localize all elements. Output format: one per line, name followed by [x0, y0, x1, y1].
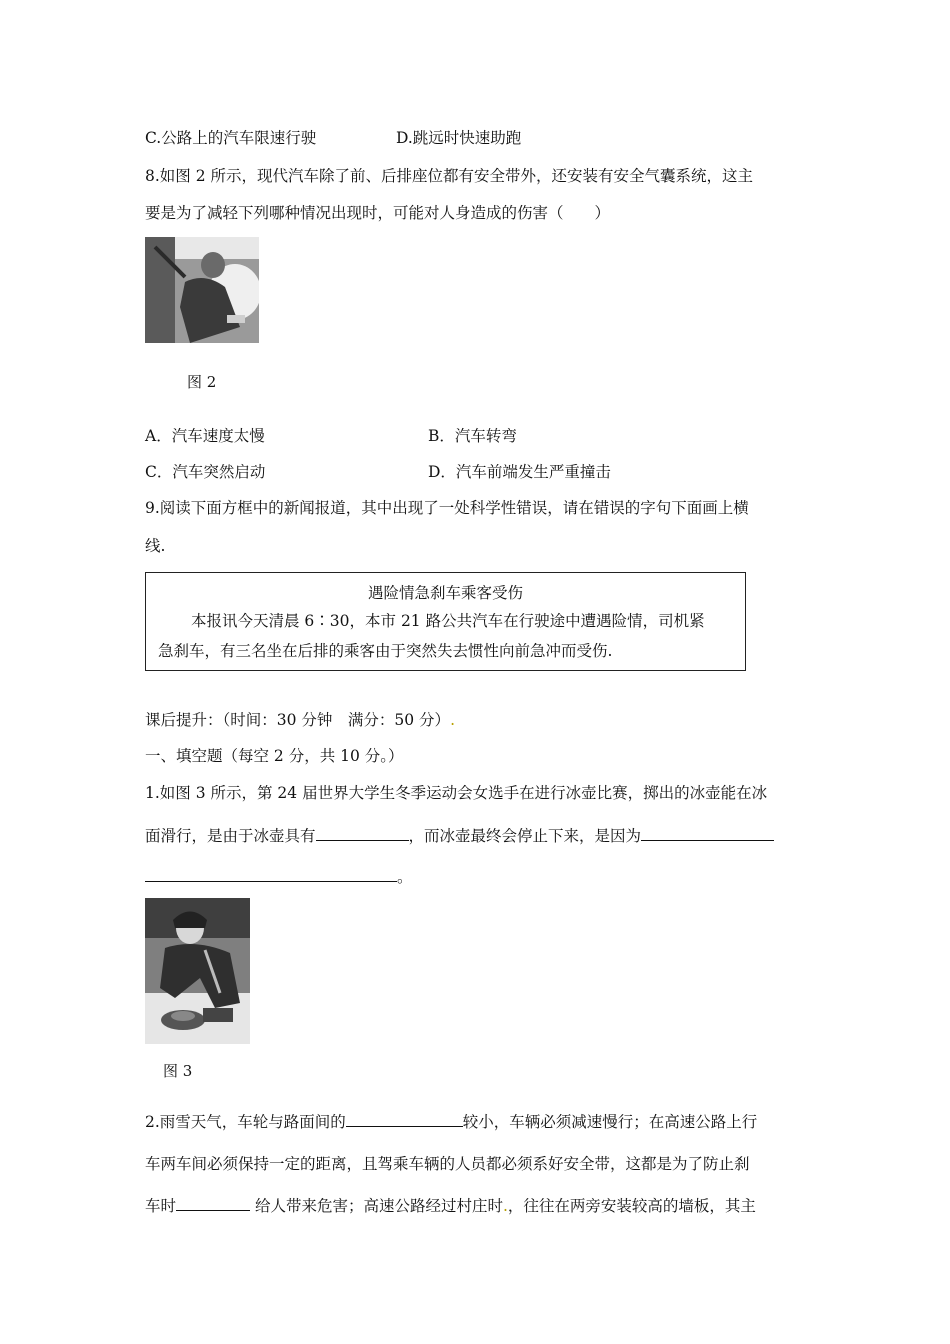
- q2-stem-line2: 车两车间必须保持一定的距离，且驾乘车辆的人员都必须系好安全带，这都是为了防止刹: [145, 1155, 750, 1173]
- q1-blank-2[interactable]: [641, 825, 774, 841]
- q2-dot: .: [502, 1197, 508, 1215]
- q8-option-b: B．汽车转弯: [428, 427, 517, 445]
- news-title: 遇险情急刹车乘客受伤: [367, 584, 523, 602]
- after-class-heading: [145, 710, 455, 730]
- q7-option-c: C.公路上的汽车限速行驶: [145, 129, 317, 147]
- figure-3-caption: 图 3: [163, 1062, 193, 1080]
- q8-option-c: C．汽车突然启动: [145, 463, 266, 481]
- q9-stem-line1: 9.阅读下面方框中的新闻报道，其中出现了一处科学性错误，请在错误的字句下面画上横: [145, 499, 749, 517]
- figure-2-airbag-photo: [145, 237, 259, 343]
- q2-text-a: 2.雨雪天气，车轮与路面间的: [145, 1113, 346, 1131]
- after-class-dot: .: [450, 711, 455, 729]
- q1-blank-1[interactable]: [316, 825, 409, 841]
- after-class-heading-text: 课后提升：（时间：30 分钟 满分：50 分）: [145, 711, 451, 729]
- q1-end-mark: 。: [397, 868, 413, 886]
- q2-text-b: 较小，车辆必须减速慢行；在高速公路上行: [462, 1113, 758, 1131]
- news-report-box: [145, 572, 746, 671]
- q1-stem-line2: [145, 825, 774, 846]
- q8-stem-line2: 要是为了减轻下列哪种情况出现时，可能对人身造成的伤害（ ）: [145, 204, 611, 222]
- figure-3-curling-photo: [145, 898, 250, 1044]
- q2-blank-2[interactable]: [176, 1195, 250, 1211]
- q8-stem-line1: 8.如图 2 所示，现代汽车除了前、后排座位都有安全带外，还安装有安全气囊系统，这主: [145, 167, 754, 185]
- q1-text-b: ，而冰壶最终会停止下来，是因为: [408, 827, 642, 845]
- q1-text-a: 面滑行，是由于冰壶具有: [145, 827, 316, 845]
- q1-stem-line3: [145, 866, 413, 887]
- q2-text-e: ，往往在两旁安装较高的墙板，其主: [507, 1197, 756, 1215]
- q2-stem-line1: [145, 1111, 757, 1132]
- q2-stem-line3: [145, 1195, 756, 1216]
- q2-text-c: 车时: [145, 1197, 177, 1215]
- q2-blank-1[interactable]: [346, 1111, 463, 1127]
- news-line-2: 急刹车，有三名坐在后排的乘客由于突然失去惯性向前急冲而受伤.: [158, 642, 613, 660]
- q1-blank-2-continued[interactable]: [145, 866, 397, 882]
- q9-stem-line2: 线.: [145, 537, 166, 555]
- q8-option-a: A．汽车速度太慢: [145, 427, 265, 445]
- figure-2-caption: 图 2: [187, 373, 217, 391]
- news-line-1: 本报讯今天清晨 6∶30，本市 21 路公共汽车在行驶途中遭遇险情，司机紧: [191, 612, 705, 630]
- q1-stem-line1: 1.如图 3 所示，第 24 届世界大学生冬季运动会女选手在进行冰壶比赛，掷出的冰壶能在冰: [145, 784, 768, 802]
- q8-option-d: D．汽车前端发生严重撞击: [428, 463, 611, 481]
- q2-text-d: 给人带来危害；高速公路经过村庄时: [250, 1197, 503, 1215]
- q7-option-d: D.跳远时快速助跑: [396, 129, 522, 147]
- section-1-heading: 一、填空题（每空 2 分，共 10 分。）: [145, 747, 404, 765]
